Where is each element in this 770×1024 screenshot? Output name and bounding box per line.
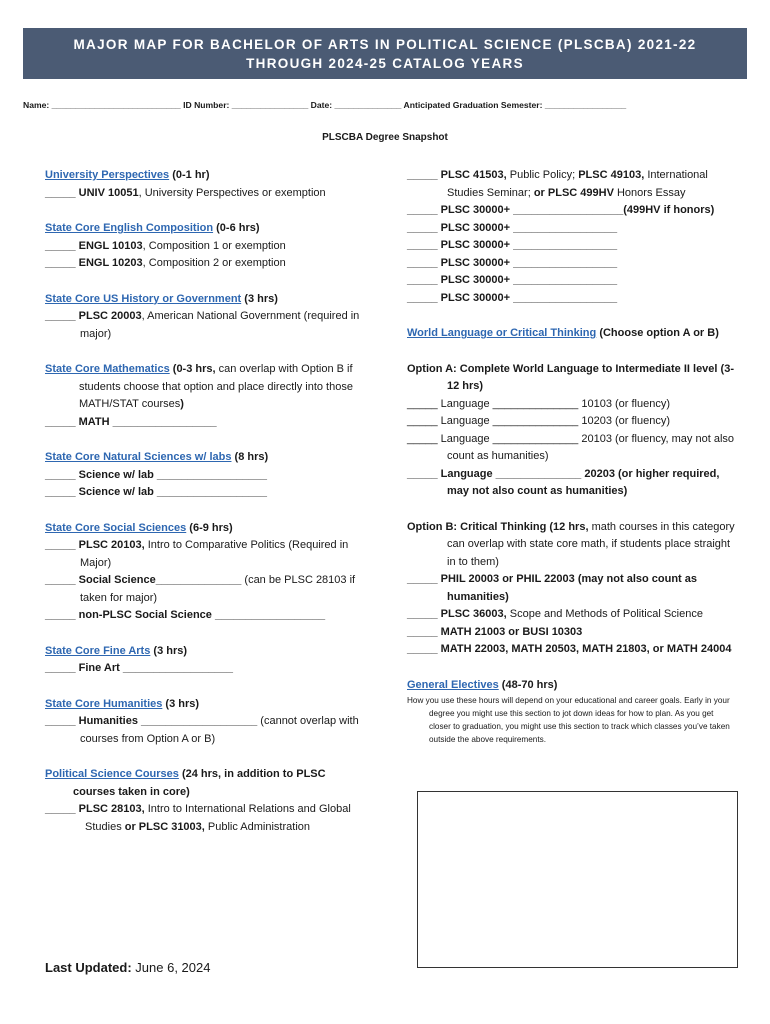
course-code: _____ PLSC 20003 [45,310,142,322]
section-heading: State Core English Composition [45,222,214,234]
course-code: _____ ENGL 10203 [45,257,143,269]
requirement-line[interactable]: _____ Language ______________ 10103 (or fluency) [407,397,671,410]
hours-label-end: ) [180,398,184,410]
course-code: _____ Humanities ___________________ [45,715,258,727]
hours-label: (3 hrs) [150,644,188,657]
requirement-line[interactable]: _____ MATH 21003 or BUSI 10303 [407,625,583,638]
option-heading: Option B: Critical Thinking [407,520,547,533]
course-desc: Intro to International Relations and Global Studies [85,803,351,833]
section-heading: University Perspectives [45,169,170,181]
electives-notes-box[interactable] [417,791,738,968]
hours-label: (48-70 hrs) [498,678,558,691]
section-political-science [45,766,370,836]
requirement-line[interactable]: _____ Science w/ lab __________________ [45,468,268,481]
requirement-line[interactable] [407,606,737,624]
requirement-line[interactable]: _____ PLSC 30000+ _________________ [407,274,618,286]
requirement-line[interactable]: _____ PLSC 30000+ __________________(499HV if honors) [407,204,715,216]
requirement-line[interactable] [45,238,370,256]
page-title-banner [23,28,747,79]
section-heading: State Core Humanities [45,697,163,710]
course-code: _____ PLSC 28103, [45,803,145,815]
section-history [45,291,370,344]
requirement-line[interactable] [45,572,370,607]
course-code: _____ ENGL 10103 [45,239,143,252]
option-heading: Option A: Complete World Language to Intermediate II level (3-12 hrs) [407,362,734,392]
section-heading: State Core Fine Arts [45,644,151,657]
section-social [45,520,370,625]
requirement-line[interactable]: _____ PLSC 30000+ _________________ [407,221,618,234]
course-code: _____ PLSC 41503, [407,169,507,181]
requirement-line[interactable]: _____ PLSC 30000+ _________________ [407,239,618,251]
date-field[interactable]: Date: ______________ [310,100,402,110]
course-code: _____ Social Science______________ [45,574,242,586]
requirement-line[interactable]: _____ Language ______________ 10203 (or fluency) [407,415,671,427]
page-title-line1: MAJOR MAP FOR BACHELOR OF ARTS IN POLITICAL SCIENCE (PLSCBA) 2021-22 [73,37,697,52]
section-math [45,361,370,431]
section-note: can overlap with Option B if students choose that option and place directly into those MATH/STAT courses [79,363,353,410]
right-column [407,167,737,746]
requirement-line[interactable]: _____ non-PLSC Social Science __________________ [45,609,326,621]
course-desc: , American National Government (required in major) [80,310,360,340]
requirement-line[interactable]: _____ Science w/ lab __________________ [45,486,268,498]
course-code: or PLSC 499HV [533,186,614,199]
course-desc: Intro to Comparative Politics (Required in Major) [80,539,349,569]
course-desc: Honors Essay [613,186,686,199]
section-heading: World Language or Critical Thinking [407,327,597,339]
section-heading: State Core Social Sciences [45,521,187,534]
course-desc: International Studies Seminar; [447,169,708,199]
hours-label: (Choose option A or B) [596,327,719,339]
last-updated [45,960,210,975]
id-field[interactable]: ID Number: ________________ [183,100,309,110]
snapshot-heading: PLSCBA Degree Snapshot [322,132,448,143]
grad-semester-field[interactable]: Anticipated Graduation Semester: _________________ [403,100,627,110]
section-heading: General Electives [407,678,499,691]
student-info-line [23,100,747,110]
requirement-line[interactable] [45,537,370,572]
hours-label: (12 hrs, [546,520,589,533]
section-university-perspectives [45,167,370,202]
course-code-alt: or PLSC 31003, [124,820,205,833]
requirement-line[interactable] [45,185,370,203]
course-desc: Public Policy; [506,169,579,181]
course-code: _____ PLSC 20103, [45,539,145,551]
section-general-electives [407,677,737,747]
course-desc: , University Perspectives or exemption [138,186,326,199]
hours-label: (6-9 hrs) [186,521,233,534]
section-heading: State Core Mathematics [45,363,170,375]
course-desc: (can be PLSC 28103 if taken for major) [80,574,356,604]
course-desc: Scope and Methods of Political Science [506,608,703,620]
requirement-line[interactable]: _____ PHIL 20003 or PHIL 22003 (may not also count as humanities) [407,573,698,603]
left-column [45,167,370,836]
last-updated-label: Last Updated: [45,960,132,975]
requirement-line[interactable] [45,713,370,748]
option-note: math courses in this category can overlap with state core math, if students place straight in to them) [447,520,735,568]
requirement-line[interactable]: _____ Fine Art __________________ [45,662,233,674]
section-fine-arts [45,643,370,678]
course-code: _____ UNIV 10051 [45,186,139,199]
requirement-line[interactable]: _____ MATH 22003, MATH 20503, MATH 21803, or MATH 24004 [407,643,732,655]
requirement-line[interactable] [45,801,370,836]
section-heading: Political Science Courses [45,768,179,780]
requirement-line[interactable]: _____ PLSC 30000+ _________________ [407,256,618,269]
page-title-line2: THROUGH 2024-25 CATALOG YEARS [246,56,524,71]
name-field[interactable]: Name: ___________________________ [23,100,181,110]
hours-label: (3 hrs) [241,292,278,305]
section-science [45,449,370,502]
requirement-line[interactable]: _____ PLSC 30000+ _________________ [407,291,618,304]
course-desc-alt: Public Administration [204,820,311,833]
section-plsc-upper [407,167,737,307]
requirement-line[interactable] [45,255,370,273]
hours-label: (0-6 hrs) [213,222,260,234]
section-humanities [45,696,370,749]
hours-label: (3 hrs) [162,697,200,710]
section-heading: State Core US History or Government [45,292,242,305]
hours-label: (0-3 hrs, [169,363,216,375]
requirement-line[interactable]: _____ Language ______________ 20203 (or higher required, may not also count as humanities) [407,467,720,497]
hours-label: (8 hrs) [231,451,269,463]
requirement-line[interactable] [45,308,370,343]
hours-label: (0-1 hr) [169,169,210,181]
option-a [407,361,737,501]
course-code: _____ PLSC 36003, [407,608,507,620]
last-updated-date: June 6, 2024 [131,960,211,975]
course-desc: , Composition 2 or exemption [142,257,286,269]
course-desc: (cannot overlap with courses from Option A or B) [80,715,359,745]
course-desc: , Composition 1 or exemption [142,239,286,252]
section-english [45,220,370,273]
requirement-line[interactable]: _____ MATH _________________ [45,415,217,428]
course-code: PLSC 49103, [578,169,645,181]
section-heading: State Core Natural Sciences w/ labs [45,451,232,463]
section-language-or-critical-thinking [407,325,737,343]
hours-label: (24 hrs, in addition to PLSC courses taken in core) [73,768,326,798]
requirement-line[interactable]: _____ Language ______________ 20103 (or fluency, may not also count as humanities) [407,432,735,462]
option-b [407,519,737,659]
electives-note: How you use these hours will depend on your educational and career goals. Early in your degree you might use this section to jot down ideas for how to plan. As you get closer to graduation, you might use this section to track which classes you’ve taken outside the above requirements. [407,696,730,744]
requirement-line[interactable] [407,167,737,202]
